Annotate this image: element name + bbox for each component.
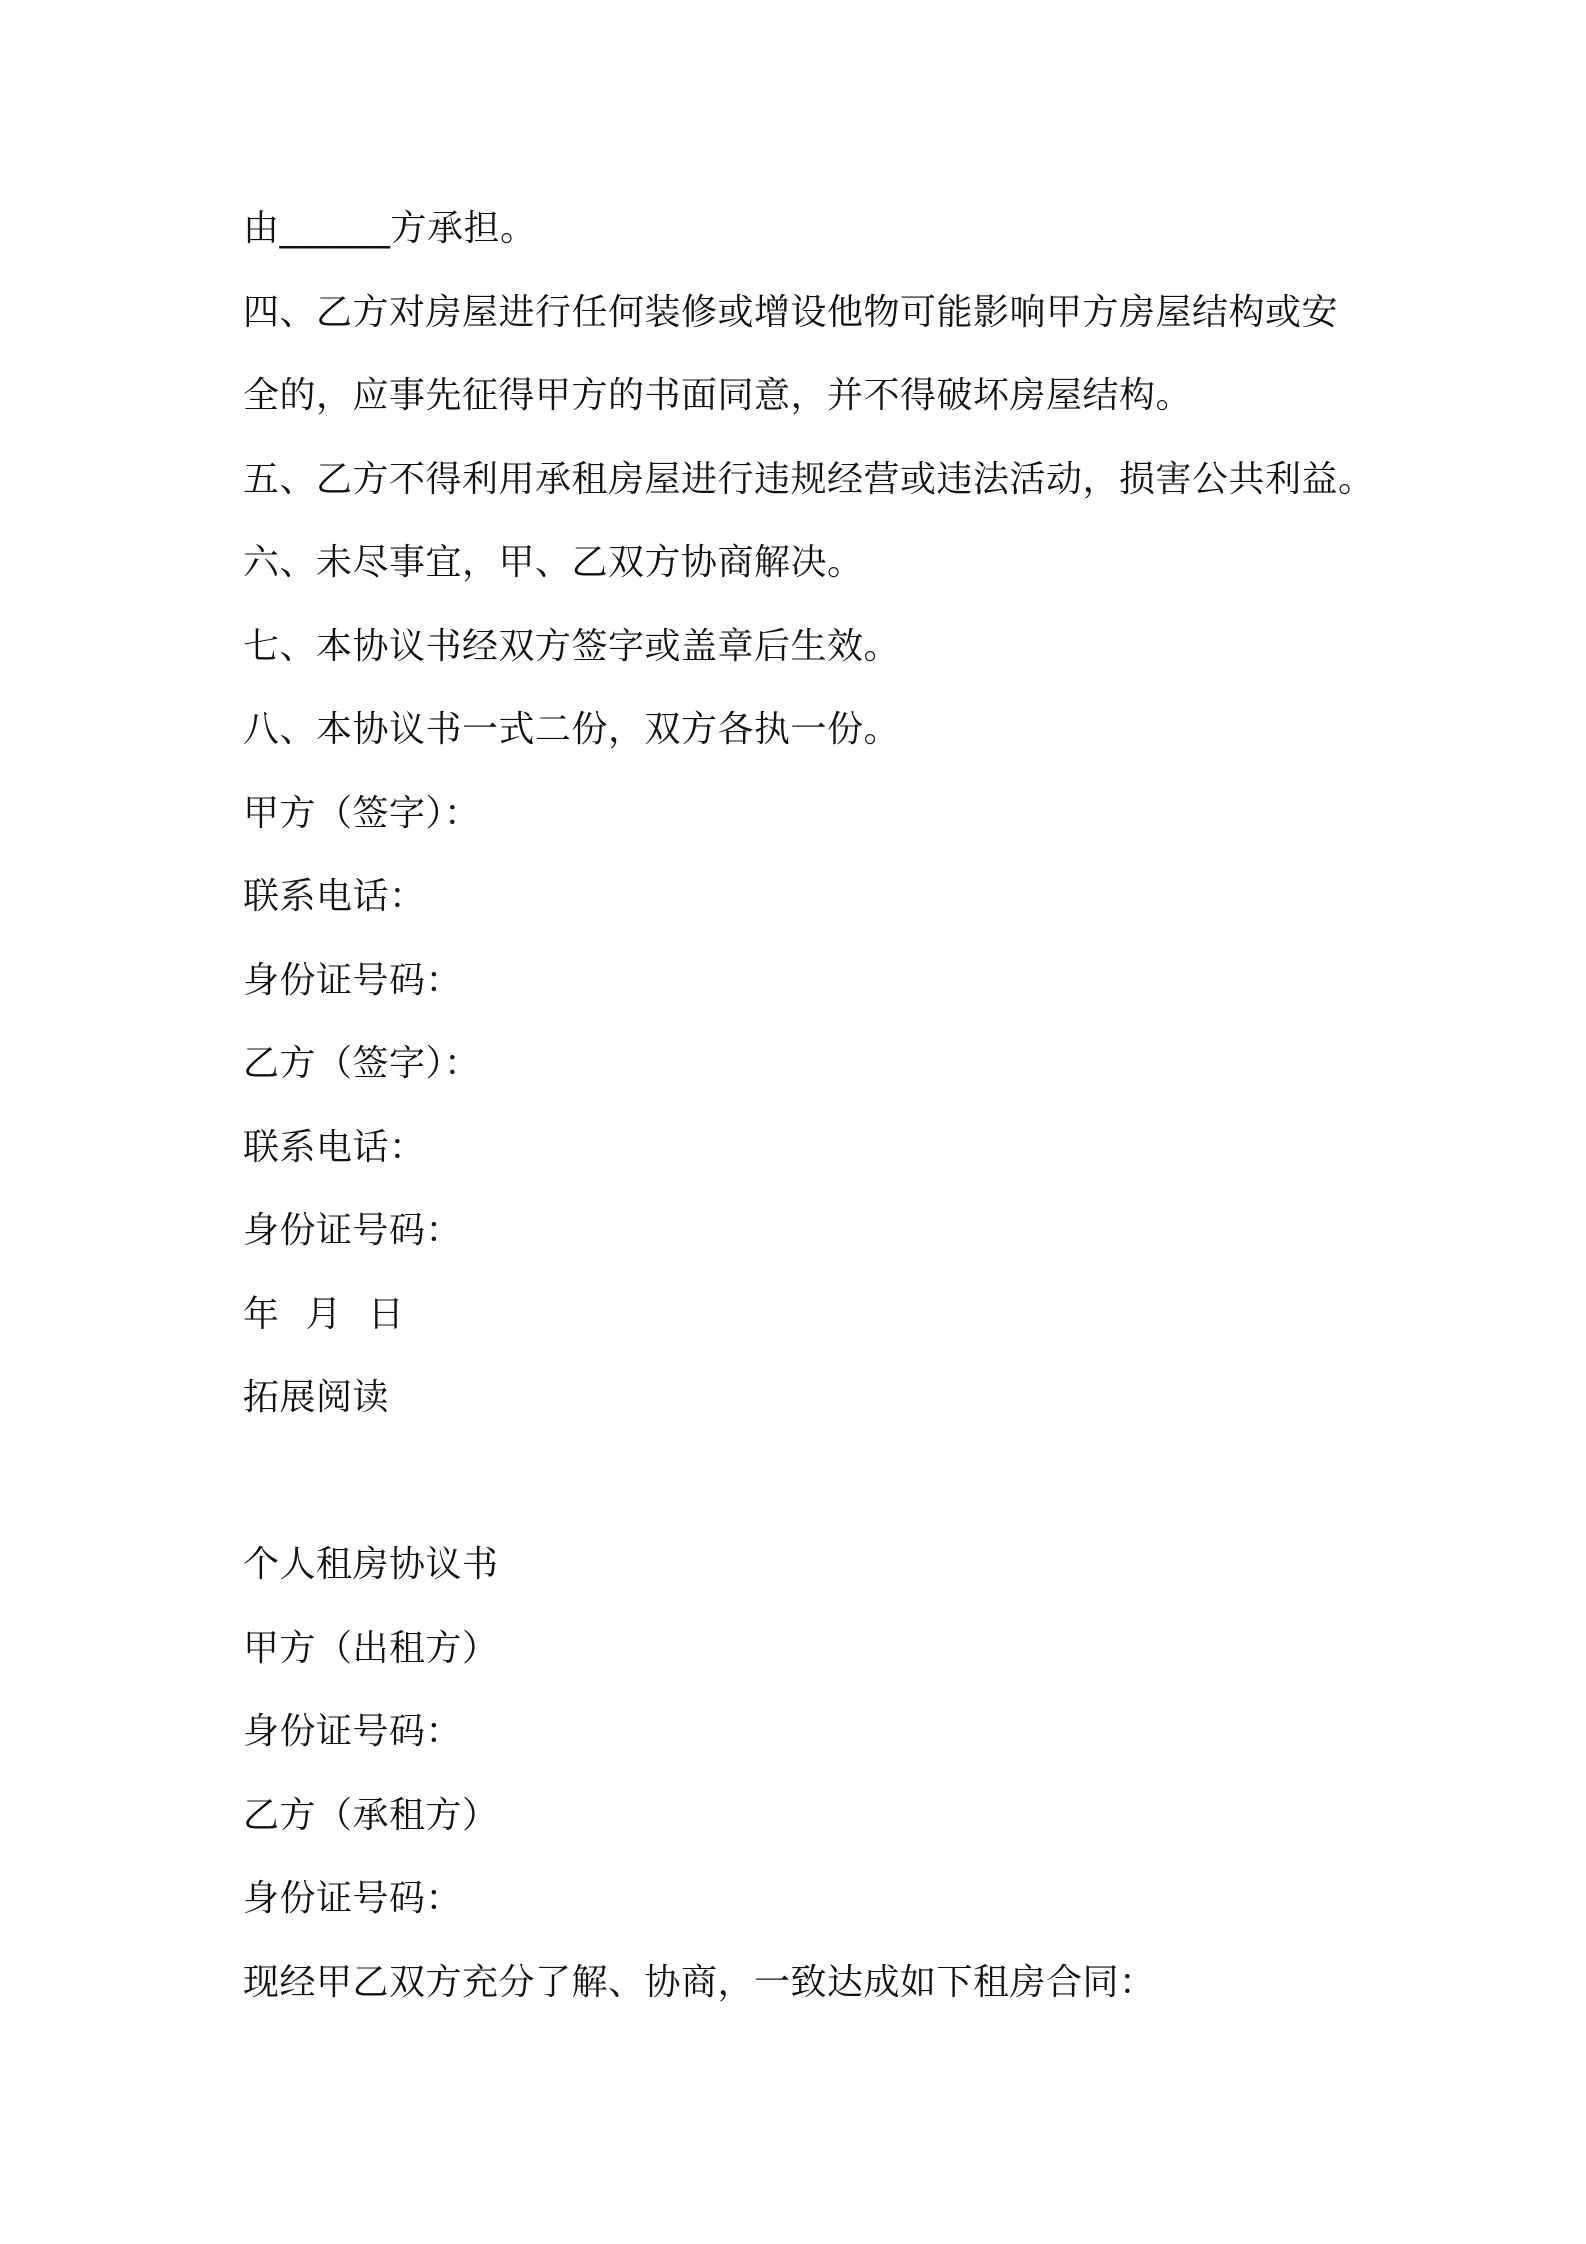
landlord-label: 甲方（出租方）	[243, 1628, 499, 1669]
text-line-2: 四、乙方对房屋进行任何装修或增设他物可能影响甲方房屋结构或安	[243, 292, 1339, 333]
text-line-5: 六、未尽事宜，甲、乙双方协商解决。	[243, 542, 864, 583]
agreement-title: 个人租房协议书	[243, 1544, 499, 1585]
text-line-1: 由______方承担。	[243, 208, 537, 249]
text-line-7: 八、本协议书一式二份，双方各执一份。	[243, 709, 901, 750]
party-b-signature-label: 乙方（签字）：	[243, 1043, 481, 1084]
tenant-id-label: 身份证号码：	[243, 1878, 463, 1919]
party-b-id-label: 身份证号码：	[243, 1210, 463, 1251]
party-a-signature-label: 甲方（签字）：	[243, 793, 481, 834]
text-line-4: 五、乙方不得利用承租房屋进行违规经营或违法活动，损害公共利益。	[243, 459, 1375, 500]
party-a-phone-label: 联系电话：	[243, 876, 426, 917]
landlord-id-label: 身份证号码：	[243, 1711, 463, 1752]
date-label: 年 月 日	[243, 1294, 405, 1335]
agreement-intro: 现经甲乙双方充分了解、协商，一致达成如下租房合同：	[243, 1962, 1156, 2003]
text-line-6: 七、本协议书经双方签字或盖章后生效。	[243, 626, 901, 667]
text-line-3: 全的，应事先征得甲方的书面同意，并不得破坏房屋结构。	[243, 375, 1193, 416]
extended-reading-heading: 拓展阅读	[243, 1377, 390, 1418]
party-b-phone-label: 联系电话：	[243, 1127, 426, 1168]
tenant-label: 乙方（承租方）	[243, 1795, 499, 1836]
party-a-id-label: 身份证号码：	[243, 960, 463, 1001]
